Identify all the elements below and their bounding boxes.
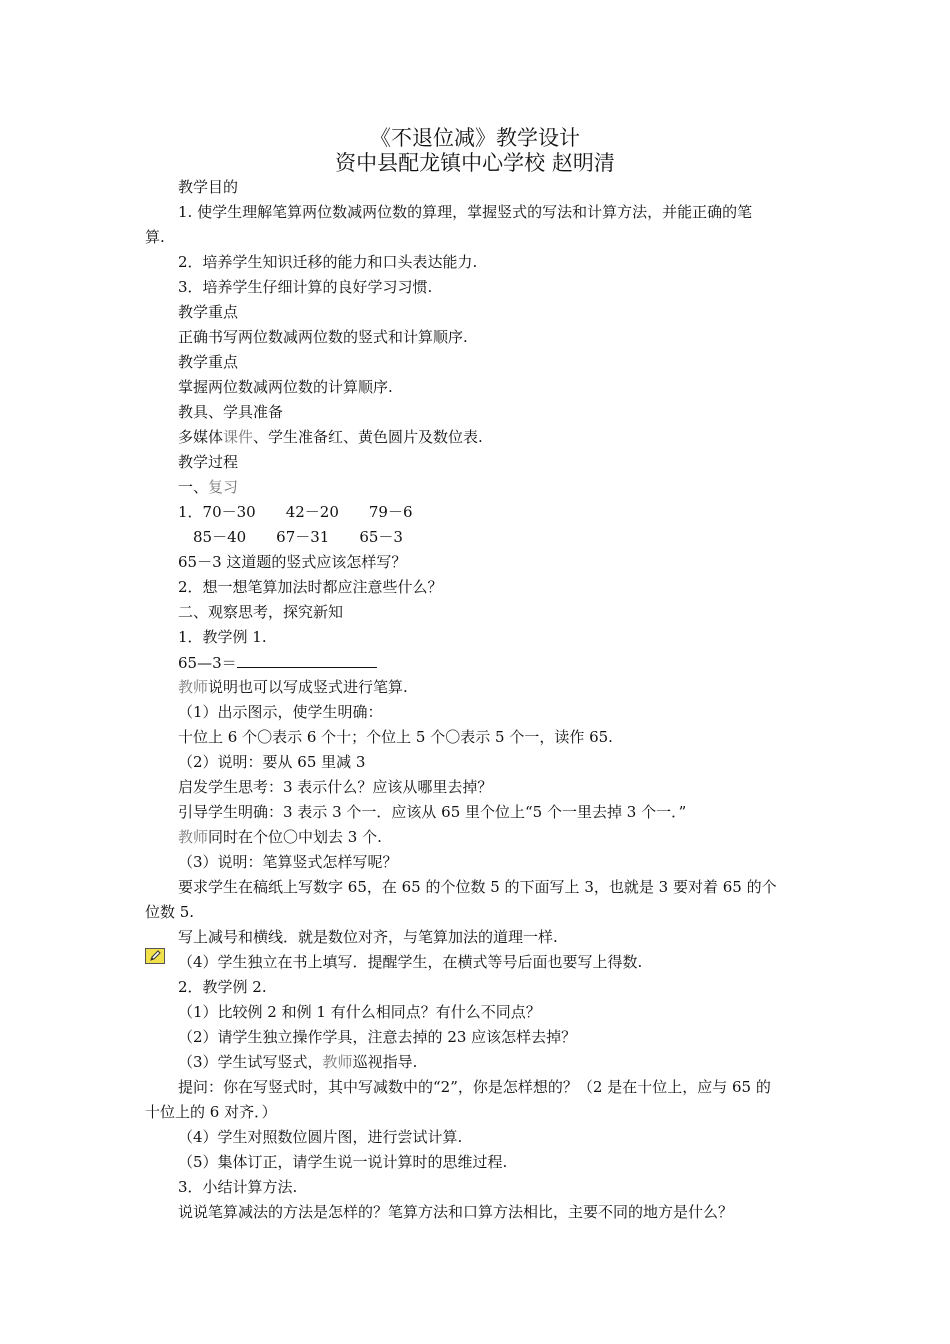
link-text[interactable]: 教师 xyxy=(322,1053,353,1071)
text-line: 位数 5. xyxy=(145,903,195,921)
text-line: 2．培养学生知识迁移的能力和口头表达能力. xyxy=(178,253,478,271)
text-line: 1. 使学生理解笔算两位数减两位数的算理，掌握竖式的写法和计算方法，并能正确的笔 xyxy=(178,203,753,221)
text-line: （2）请学生独立操作学具，注意去掉的 23 应该怎样去掉？ xyxy=(178,1028,577,1046)
teacher-cross-line xyxy=(178,827,818,847)
section-heading: 教学目的 xyxy=(178,178,239,196)
document-title: 《不退位减》教学设计 xyxy=(370,126,580,150)
text-line: （1）比较例 2 和例 1 有什么相同点？有什么不同点？ xyxy=(178,1003,541,1021)
text-line: （5）集体订正，请学生说一说计算时的思维过程. xyxy=(178,1153,508,1171)
text-segment: 说明也可以写成竖式进行笔算. xyxy=(208,678,408,696)
link-text[interactable]: 教师 xyxy=(178,678,209,696)
teacher-explain-line xyxy=(178,677,818,697)
text-segment: 同时在个位〇中划去 3 个. xyxy=(208,828,382,846)
section-heading: 教具、学具准备 xyxy=(178,403,284,421)
text-line: 十位上 6 个〇表示 6 个十；个位上 5 个〇表示 5 个一，读作 65. xyxy=(178,728,613,746)
edit-pencil-glyph xyxy=(146,949,164,963)
text-segment: （3）学生试写竖式， xyxy=(178,1053,323,1071)
materials-line xyxy=(178,427,818,447)
text-line: 65－3 这道题的竖式应该怎样写？ xyxy=(178,553,407,571)
equation-line xyxy=(178,652,818,673)
section-heading: 教学过程 xyxy=(178,453,239,471)
review-heading xyxy=(178,477,818,497)
link-text[interactable]: 复习 xyxy=(208,478,239,496)
exercise-line: 85－40 67－31 65－3 xyxy=(178,528,403,546)
text-line: 要求学生在稿纸上写数字 65，在 65 的个位数 5 的下面写上 3，也就是 3 要对着 65 的个 xyxy=(178,878,777,896)
text-line: 提问：你在写竖式时，其中写减数中的“2”，你是怎样想的？（2 是在十位上，应与 65 的 xyxy=(178,1078,771,1096)
text-line: 3．培养学生仔细计算的良好学习习惯. xyxy=(178,278,433,296)
equation-text: 65—3＝ xyxy=(178,654,237,672)
section-heading: 教学重点 xyxy=(178,303,239,321)
text-line: （3）说明：笔算竖式怎样写呢？ xyxy=(178,853,398,871)
section-heading: 二、观察思考，探究新知 xyxy=(178,603,344,621)
exercise-line: 1．70－30 42－20 79－6 xyxy=(178,503,413,521)
text-segment: 多媒体 xyxy=(178,428,224,446)
text-line: （2）说明：要从 65 里减 3 xyxy=(178,753,366,771)
text-line: 说说笔算减法的方法是怎样的？笔算方法和口算方法相比，主要不同的地方是什么？ xyxy=(178,1203,734,1221)
text-line: （1）出示图示，使学生明确： xyxy=(178,703,383,721)
text-line: （4）学生独立在书上填写．提醒学生，在横式等号后面也要写上得数. xyxy=(178,953,643,971)
text-line: 算. xyxy=(145,228,165,246)
text-segment: 巡视指导. xyxy=(352,1053,418,1071)
text-line: 掌握两位数减两位数的计算顺序. xyxy=(178,378,393,396)
link-text[interactable]: 教师 xyxy=(178,828,209,846)
text-line: 十位上的 6 对齐．） xyxy=(145,1103,277,1121)
document-subtitle: 资中县配龙镇中心学校 赵明清 xyxy=(335,151,615,175)
text-line: 1．教学例 1. xyxy=(178,628,267,646)
text-segment: 一、 xyxy=(178,478,209,496)
text-segment: 、学生准备红、黄色圆片及数位表. xyxy=(253,428,483,446)
link-text[interactable]: 课件 xyxy=(223,428,254,446)
text-line: 写上减号和横线．就是数位对齐，与笔算加法的道理一样. xyxy=(178,928,558,946)
text-line: 正确书写两位数减两位数的竖式和计算顺序. xyxy=(178,328,468,346)
text-line: 3．小结计算方法. xyxy=(178,1178,298,1196)
text-line: 2．想一想笔算加法时都应注意些什么？ xyxy=(178,578,443,596)
edit-pencil-icon[interactable] xyxy=(145,948,165,964)
text-line: （4）学生对照数位圆片图，进行尝试计算. xyxy=(178,1128,463,1146)
text-line: 2．教学例 2. xyxy=(178,978,267,996)
answer-blank xyxy=(237,652,377,668)
section-heading: 教学重点 xyxy=(178,353,239,371)
try-write-line xyxy=(178,1052,818,1072)
text-line: 引导学生明确：3 表示 3 个一．应该从 65 里个位上“5 个一里去掉 3 个一．” xyxy=(178,803,687,821)
text-line: 启发学生思考：3 表示什么？应该从哪里去掉？ xyxy=(178,778,493,796)
